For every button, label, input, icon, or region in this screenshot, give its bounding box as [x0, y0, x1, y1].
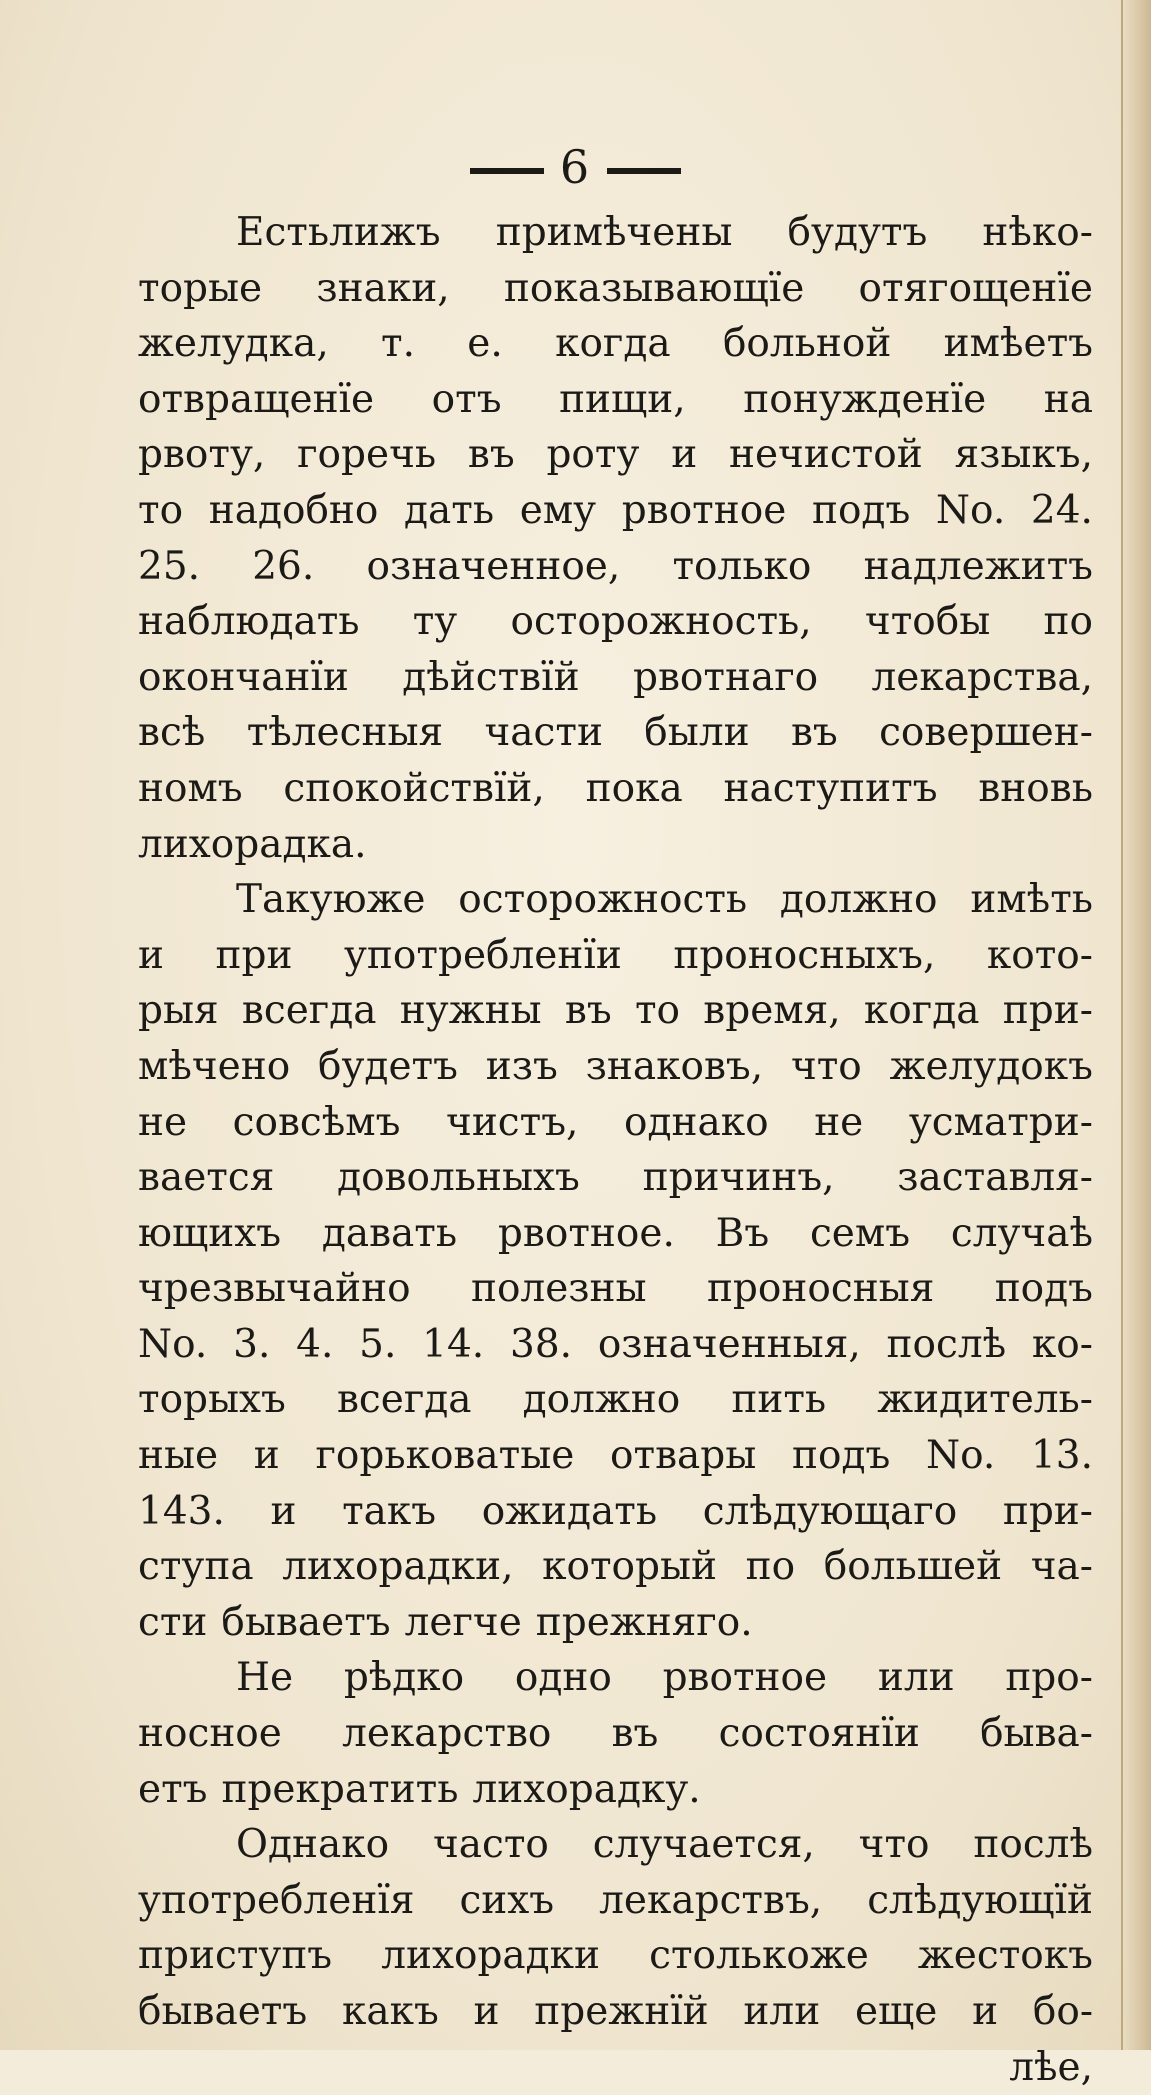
word: наступитъ	[723, 765, 938, 811]
word: торые	[138, 265, 263, 311]
word: нужны	[399, 988, 542, 1034]
word: окончанїи	[138, 654, 349, 700]
word: пищи,	[559, 376, 686, 422]
word: 143.	[138, 1488, 225, 1534]
text-line	[138, 1650, 1093, 1706]
word: кото-	[986, 932, 1093, 978]
word: по	[1043, 599, 1093, 645]
word: употребленїи	[343, 932, 622, 978]
text-line	[138, 872, 1093, 928]
word: Такуюже	[236, 877, 426, 923]
word: Въ	[715, 1210, 770, 1256]
word: въ	[790, 710, 838, 756]
word: дѣйствїй	[402, 654, 580, 700]
word: жестокъ	[917, 1933, 1093, 1979]
word: приступъ	[138, 1933, 333, 1979]
word: вается	[138, 1155, 275, 1201]
word: части	[484, 710, 603, 756]
word: должно	[522, 1377, 681, 1423]
text-line	[138, 427, 1093, 483]
word: надлежитъ	[863, 543, 1093, 589]
word: и	[473, 1989, 500, 2034]
word: при-	[1002, 988, 1093, 1034]
word: когда	[555, 321, 671, 367]
word: бываетъ	[221, 1599, 391, 1645]
word: столькоже	[649, 1933, 869, 1979]
text-line	[138, 316, 1093, 372]
word: изъ	[485, 1043, 558, 1089]
text-line	[138, 1762, 1093, 1818]
text-line	[138, 1706, 1093, 1762]
word: означенныя,	[597, 1321, 861, 1367]
word: ожидать	[481, 1488, 658, 1534]
word: означенное,	[366, 543, 621, 589]
word: время,	[703, 988, 841, 1034]
word: случаѣ	[950, 1210, 1093, 1256]
word: No.	[935, 487, 1006, 533]
word: 26.	[252, 543, 315, 589]
word: дать	[404, 487, 495, 533]
word: языкъ,	[954, 432, 1093, 478]
word: знаковъ,	[585, 1043, 764, 1089]
word: всегда	[241, 988, 377, 1034]
word: и	[671, 432, 698, 478]
word: понужденїе	[743, 376, 987, 422]
word: случается,	[592, 1822, 815, 1868]
text-line	[138, 1039, 1093, 1095]
word: будутъ	[787, 210, 928, 255]
word: и	[972, 1989, 999, 2034]
word: бо-	[1032, 1989, 1093, 2034]
text-line	[138, 1539, 1093, 1595]
word: горьковатые	[315, 1433, 575, 1479]
word: ные	[138, 1433, 219, 1479]
header-rule-right	[607, 168, 681, 174]
word: давать	[321, 1210, 458, 1256]
word: роту	[546, 432, 640, 478]
word: совсѣмъ	[232, 1099, 401, 1145]
word: употребленїя	[138, 1877, 415, 1923]
text-line	[138, 1428, 1093, 1484]
text-line	[138, 1817, 1093, 1873]
word: имѣетъ	[943, 321, 1093, 367]
word: осторожность,	[510, 599, 812, 645]
text-line	[138, 2040, 1093, 2095]
word: нѣко-	[982, 210, 1093, 255]
word: лихорадку.	[472, 1766, 701, 1812]
text-line	[138, 261, 1093, 317]
word: часто	[432, 1822, 549, 1868]
page-body-text	[138, 205, 1093, 2095]
word: желудка,	[138, 321, 329, 367]
word: горечь	[297, 432, 437, 478]
word: когда	[863, 988, 980, 1034]
text-line	[138, 1150, 1093, 1206]
word: No.	[138, 1321, 208, 1367]
word: подъ	[791, 1433, 891, 1479]
word: мѣчено	[138, 1043, 291, 1089]
text-line	[138, 705, 1093, 761]
text-line	[138, 817, 1093, 873]
word: по	[745, 1544, 796, 1590]
word: въ	[564, 988, 612, 1034]
header-rule-left	[470, 168, 544, 174]
word: въ	[467, 432, 515, 478]
page-header	[0, 140, 1151, 194]
word: лихорадки,	[282, 1544, 514, 1590]
word: жидитель-	[877, 1377, 1093, 1423]
word: слѣдующаго	[702, 1488, 958, 1534]
word: заставля-	[897, 1155, 1093, 1201]
word: подъ	[994, 1266, 1093, 1312]
text-line	[138, 650, 1093, 706]
word: надобно	[208, 487, 379, 533]
word: показывающїе	[503, 265, 805, 311]
word: были	[644, 710, 750, 756]
word: 24.	[1030, 487, 1093, 533]
word: такъ	[342, 1488, 437, 1534]
text-line	[138, 539, 1093, 595]
word: рвотное.	[497, 1210, 675, 1256]
word: бываетъ	[138, 1989, 308, 2034]
word: чрезвычайно	[138, 1266, 411, 1312]
word: проносныхъ,	[673, 932, 936, 978]
word: лихорадки	[381, 1933, 601, 1979]
text-line	[138, 1928, 1093, 1984]
word: лихорадка.	[138, 821, 367, 867]
word: е.	[467, 321, 503, 367]
word: не	[814, 1099, 864, 1145]
word: то	[634, 988, 681, 1034]
text-line	[138, 594, 1093, 650]
word: или	[743, 1989, 821, 2034]
word: причинъ,	[642, 1155, 835, 1201]
word: ющихъ	[138, 1210, 282, 1256]
page-edge	[1121, 0, 1151, 2050]
word: лекарство	[342, 1711, 552, 1757]
text-line	[138, 983, 1093, 1039]
word: пока	[585, 765, 683, 811]
word: больной	[722, 321, 892, 367]
word: про-	[1005, 1655, 1093, 1701]
word: или	[877, 1655, 955, 1701]
text-line	[138, 1095, 1093, 1151]
word: рыя	[138, 988, 219, 1034]
word: будетъ	[318, 1043, 458, 1089]
word: на	[1043, 376, 1093, 422]
word: ему	[519, 487, 597, 533]
word: слѣдующїй	[867, 1877, 1093, 1923]
word: не	[138, 1099, 188, 1145]
word: чистъ,	[446, 1099, 579, 1145]
word: т.	[381, 321, 415, 367]
word: рвотное	[621, 487, 787, 533]
word: лекарствъ,	[599, 1877, 823, 1923]
word: всегда	[336, 1377, 472, 1423]
word: большей	[823, 1544, 1003, 1590]
word: и	[270, 1488, 297, 1534]
word: вновь	[978, 765, 1093, 811]
word: что	[858, 1822, 930, 1868]
word: рвотнаго	[632, 654, 819, 700]
word: семъ	[809, 1210, 911, 1256]
word: сихъ	[459, 1877, 555, 1923]
word: 25.	[138, 543, 201, 589]
word: ча-	[1030, 1544, 1093, 1590]
text-line	[138, 1984, 1093, 2040]
word: Не	[236, 1655, 294, 1701]
word: спокойствїй,	[283, 765, 545, 811]
word: еще	[854, 1989, 938, 2034]
word: прежнїй	[534, 1989, 709, 2034]
word: No.	[925, 1433, 996, 1479]
word: ту	[412, 599, 458, 645]
text-line	[138, 1261, 1093, 1317]
word: знаки,	[316, 265, 450, 311]
word: довольныхъ	[337, 1155, 580, 1201]
word: осторожность	[458, 877, 748, 923]
word: рвоту,	[138, 432, 266, 478]
word: то	[138, 487, 184, 533]
word: етъ	[138, 1766, 208, 1812]
text-line	[138, 761, 1093, 817]
word: 5.	[359, 1321, 397, 1367]
text-line	[138, 483, 1093, 539]
text-line	[138, 928, 1093, 984]
page-number: 6	[559, 140, 592, 194]
word: должно	[779, 877, 938, 923]
word: лѣе,	[1009, 2044, 1093, 2090]
word: тѣлесныя	[246, 710, 444, 756]
word: рвотное	[662, 1655, 828, 1701]
text-line	[138, 1317, 1093, 1373]
word: 38.	[510, 1321, 573, 1367]
word: всѣ	[138, 710, 206, 756]
word: полезны	[470, 1266, 647, 1312]
word: послѣ	[886, 1321, 1007, 1367]
word: 3.	[233, 1321, 271, 1367]
word: наблюдать	[138, 599, 360, 645]
word: лекарства,	[871, 654, 1093, 700]
word: только	[672, 543, 812, 589]
word: подъ	[811, 487, 911, 533]
word: торыхъ	[138, 1377, 286, 1423]
word: при-	[1002, 1488, 1093, 1534]
text-line	[138, 1873, 1093, 1929]
text-line	[138, 1595, 1093, 1651]
text-line	[138, 1206, 1093, 1262]
word: отягощенїе	[858, 265, 1093, 311]
word: при	[215, 932, 293, 978]
word: 13.	[1030, 1433, 1093, 1479]
word: быва-	[980, 1711, 1093, 1757]
word: усматри-	[908, 1099, 1093, 1145]
word: рѣдко	[343, 1655, 465, 1701]
text-line	[138, 1372, 1093, 1428]
word: ступа	[138, 1544, 254, 1590]
word: примѣчены	[495, 210, 733, 255]
word: и	[253, 1433, 280, 1479]
word: въ	[611, 1711, 659, 1757]
word: и	[138, 932, 164, 978]
text-line	[138, 372, 1093, 428]
word: номъ	[138, 765, 243, 811]
word: однако	[624, 1099, 769, 1145]
word: нечистой	[728, 432, 923, 478]
word: сти	[138, 1599, 208, 1645]
word: носное	[138, 1711, 282, 1757]
word: отъ	[431, 376, 502, 422]
word: проносныя	[706, 1266, 935, 1312]
text-line	[138, 205, 1093, 261]
word: Однако	[236, 1822, 390, 1868]
word: Естьлижъ	[236, 210, 441, 255]
word: имѣть	[970, 877, 1093, 923]
word: что	[790, 1043, 862, 1089]
text-line	[138, 1484, 1093, 1540]
word: желудокъ	[889, 1043, 1093, 1089]
word: ко-	[1031, 1321, 1093, 1367]
word: который	[542, 1544, 718, 1590]
word: 14.	[422, 1321, 485, 1367]
word: легче	[404, 1599, 522, 1645]
word: совершен-	[879, 710, 1093, 756]
word: послѣ	[973, 1822, 1093, 1868]
word: чтобы	[864, 599, 991, 645]
word: одно	[514, 1655, 612, 1701]
word: 4.	[296, 1321, 334, 1367]
word: отвращенїе	[138, 376, 375, 422]
word: пить	[731, 1377, 827, 1423]
word: прекратить	[221, 1766, 459, 1812]
word: прежняго.	[535, 1599, 753, 1645]
word: отвары	[610, 1433, 757, 1479]
word: какъ	[341, 1989, 439, 2034]
word: состоянїи	[718, 1711, 920, 1757]
